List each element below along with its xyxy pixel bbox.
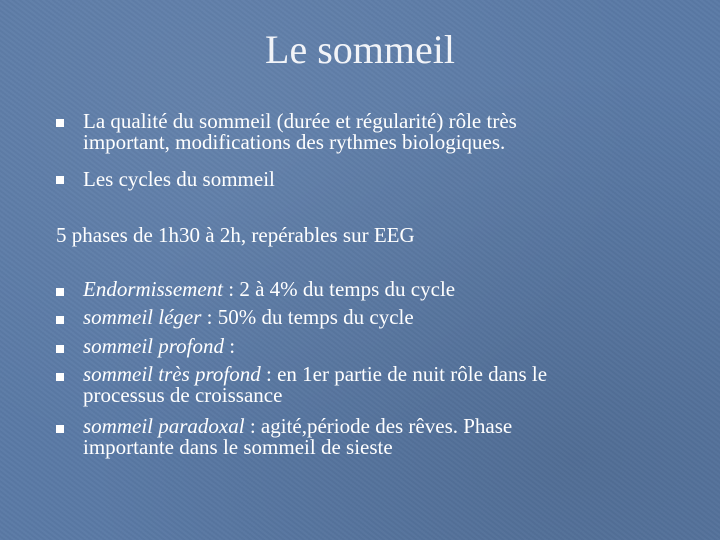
list-item: [0, 279, 643, 307]
square-bullet-icon: [56, 316, 64, 324]
list-item: [0, 169, 643, 190]
list-item: [0, 416, 643, 468]
phase-desc: : 50% du temps du cycle: [201, 305, 414, 329]
phase-desc: :: [223, 334, 236, 358]
slide-title: Le sommeil: [265, 27, 455, 72]
list-item: [0, 307, 643, 336]
item-line: La qualité du sommeil (durée et régularité) rôle très: [83, 109, 517, 133]
phase-term: sommeil profond: [83, 334, 224, 358]
phase-desc: : agité,période des rêves. Phase: [244, 414, 513, 438]
phase-desc-cont: importante dans le sommeil de sieste: [83, 435, 393, 459]
phase-term: sommeil léger: [83, 305, 202, 329]
phase-desc-cont: processus de croissance: [83, 383, 283, 407]
phases-list: [0, 279, 643, 468]
list-item: [0, 336, 643, 364]
phase-desc: : en 1er partie de nuit rôle dans le: [260, 362, 548, 386]
square-bullet-icon: [56, 119, 64, 127]
square-bullet-icon: [56, 425, 64, 433]
phase-desc: : 2 à 4% du temps du cycle: [223, 277, 456, 301]
square-bullet-icon: [56, 176, 64, 184]
phase-term: sommeil paradoxal: [83, 414, 245, 438]
intro-list: [0, 111, 643, 190]
phase-term: Endormissement: [83, 277, 223, 301]
list-item: [0, 111, 643, 169]
list-item: [0, 364, 643, 416]
phase-term: sommeil très profond: [83, 362, 261, 386]
phases-heading: 5 phases de 1h30 à 2h, repérables sur EEG: [56, 223, 415, 247]
item-line: important, modifications des rythmes biologiques.: [83, 130, 506, 154]
square-bullet-icon: [56, 373, 64, 381]
square-bullet-icon: [56, 345, 64, 353]
item-line: Les cycles du sommeil: [83, 167, 275, 191]
square-bullet-icon: [56, 288, 64, 296]
